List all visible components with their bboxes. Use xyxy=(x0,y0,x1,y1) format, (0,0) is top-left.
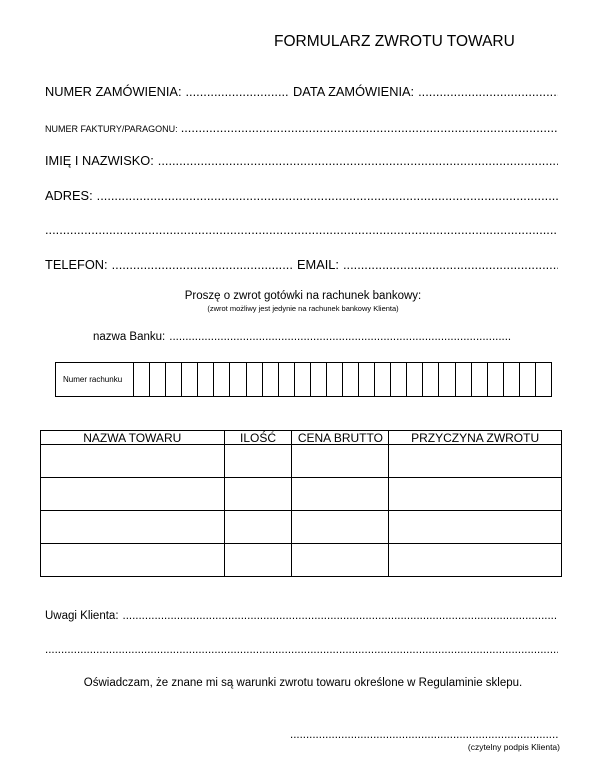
address-label: ADRES: xyxy=(45,188,93,203)
account-digit-box[interactable] xyxy=(279,363,295,396)
table-cell[interactable] xyxy=(224,478,292,511)
email-label: EMAIL: xyxy=(297,257,339,272)
account-digit-box[interactable] xyxy=(423,363,439,396)
signature-dots xyxy=(290,729,558,741)
invoice-dots xyxy=(181,120,558,135)
table-cell[interactable] xyxy=(292,445,389,478)
table-cell[interactable] xyxy=(389,544,562,577)
remarks-field[interactable] xyxy=(45,610,558,622)
account-digit-box[interactable] xyxy=(456,363,472,396)
col-header-product-name: NAZWA TOWARU xyxy=(41,431,225,445)
signature-caption: (czytelny podpis Klienta) xyxy=(467,742,560,752)
name-field[interactable] xyxy=(45,153,558,168)
remarks-line-2-dots xyxy=(45,644,558,656)
phone-dots xyxy=(112,257,293,272)
col-header-quantity: ILOŚĆ xyxy=(224,431,292,445)
account-digit-box[interactable] xyxy=(263,363,279,396)
account-digit-box[interactable] xyxy=(295,363,311,396)
account-digit-box[interactable] xyxy=(198,363,214,396)
form-title: FORMULARZ ZWROTU TOWARU xyxy=(274,33,515,50)
table-cell[interactable] xyxy=(41,544,225,577)
address-line-2[interactable] xyxy=(45,222,558,237)
address-dots xyxy=(97,188,558,203)
bank-name-dots xyxy=(169,331,512,343)
order-date-dots xyxy=(418,84,558,99)
table-cell[interactable] xyxy=(292,511,389,544)
account-number-grid xyxy=(55,362,552,397)
account-digit-box[interactable] xyxy=(520,363,536,396)
table-header-row xyxy=(41,431,562,445)
address-field[interactable] xyxy=(45,188,558,203)
email-dots xyxy=(343,257,558,272)
account-digit-box[interactable] xyxy=(182,363,198,396)
table-cell[interactable] xyxy=(292,478,389,511)
order-number-label: NUMER ZAMÓWIENIA: xyxy=(45,84,182,99)
table-row xyxy=(41,544,562,577)
form-title-wrap xyxy=(0,33,606,51)
table-cell[interactable] xyxy=(224,445,292,478)
account-digit-box[interactable] xyxy=(166,363,182,396)
invoice-label: NUMER FAKTURY/PARAGONU: xyxy=(45,124,178,134)
table-cell[interactable] xyxy=(41,478,225,511)
order-date-label: DATA ZAMÓWIENIA: xyxy=(293,84,415,99)
account-digit-box[interactable] xyxy=(375,363,391,396)
account-digit-box[interactable] xyxy=(150,363,166,396)
table-row xyxy=(41,478,562,511)
account-digit-box[interactable] xyxy=(536,363,551,396)
email-field[interactable] xyxy=(297,257,558,272)
remarks-line-2[interactable] xyxy=(45,644,558,656)
remarks-dots xyxy=(123,610,558,622)
account-digit-box[interactable] xyxy=(472,363,488,396)
order-number-field[interactable] xyxy=(45,84,289,99)
bank-name-label: nazwa Banku: xyxy=(93,331,166,343)
account-digit-box[interactable] xyxy=(391,363,407,396)
returned-goods-table xyxy=(40,430,562,577)
address-line-2-dots xyxy=(45,222,558,237)
refund-note-wrap xyxy=(0,304,606,313)
declaration-wrap xyxy=(0,677,606,689)
table-cell[interactable] xyxy=(389,478,562,511)
account-digit-box[interactable] xyxy=(343,363,359,396)
account-digit-box[interactable] xyxy=(230,363,246,396)
name-label: IMIĘ I NAZWISKO: xyxy=(45,153,154,168)
account-digit-box[interactable] xyxy=(359,363,375,396)
invoice-field[interactable] xyxy=(45,120,558,135)
account-digit-box[interactable] xyxy=(134,363,150,396)
table-cell[interactable] xyxy=(224,511,292,544)
signature-field[interactable] xyxy=(290,729,558,741)
account-digit-box[interactable] xyxy=(327,363,343,396)
order-date-field[interactable] xyxy=(293,84,558,99)
signature-caption-wrap xyxy=(290,742,560,752)
table-cell[interactable] xyxy=(389,511,562,544)
order-number-dots xyxy=(186,84,290,99)
account-digit-box[interactable] xyxy=(247,363,263,396)
col-header-gross-price: CENA BRUTTO xyxy=(292,431,389,445)
name-dots xyxy=(158,153,558,168)
table-cell[interactable] xyxy=(41,445,225,478)
table-cell[interactable] xyxy=(224,544,292,577)
phone-field[interactable] xyxy=(45,257,293,272)
table-cell[interactable] xyxy=(41,511,225,544)
remarks-label: Uwagi Klienta: xyxy=(45,610,119,622)
col-header-return-reason: PRZYCZYNA ZWROTU xyxy=(389,431,562,445)
account-digit-box[interactable] xyxy=(407,363,423,396)
phone-label: TELEFON: xyxy=(45,257,108,272)
bank-name-field[interactable] xyxy=(93,331,512,343)
table-cell[interactable] xyxy=(292,544,389,577)
table-cell[interactable] xyxy=(389,445,562,478)
account-number-label: Numer rachunku xyxy=(56,363,134,396)
account-digit-box[interactable] xyxy=(311,363,327,396)
declaration-text: Oświadczam, że znane mi są warunki zwrotu towaru określone w Regulaminie sklepu. xyxy=(83,677,523,689)
refund-note: (zwrot możliwy jest jedynie na rachunek bankowy Klienta) xyxy=(207,304,399,313)
refund-heading: Proszę o zwrot gotówki na rachunek bankowy: xyxy=(184,290,422,302)
account-digit-box[interactable] xyxy=(488,363,504,396)
table-row xyxy=(41,445,562,478)
account-digit-box[interactable] xyxy=(439,363,455,396)
account-digit-box[interactable] xyxy=(504,363,520,396)
table-row xyxy=(41,511,562,544)
refund-heading-wrap xyxy=(0,290,606,302)
account-digit-box[interactable] xyxy=(214,363,230,396)
